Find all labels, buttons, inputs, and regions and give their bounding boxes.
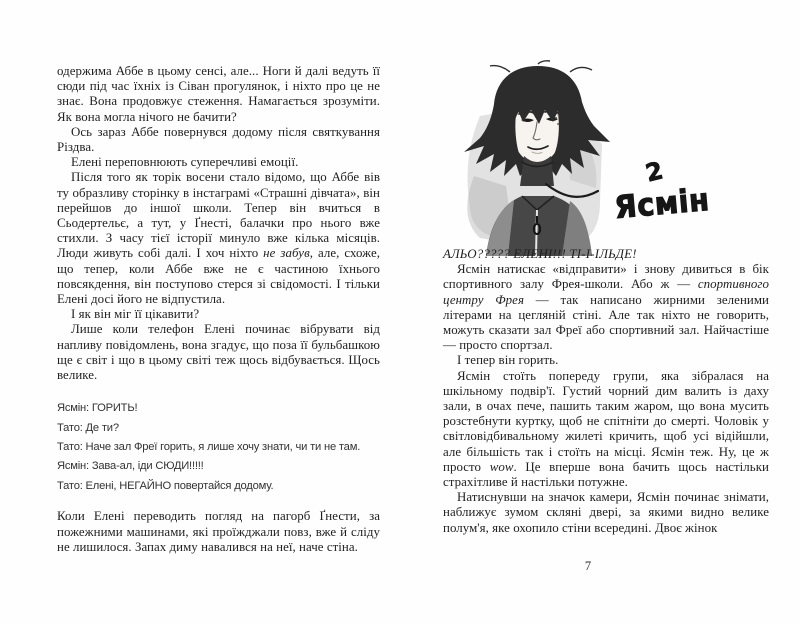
left-page [57,64,380,555]
left-page-body [57,64,380,383]
chat-message: Тато: Наче зал Фреї горить, я лише хочу знати, чи ти не там. [57,441,361,454]
chapter-title: Ясмін [613,181,711,227]
chat-message: Ясмін: ГОРИТЬ! [57,402,138,415]
chat-message: Тато: Елені, НЕГАЙНО повертайся додому. [57,479,274,492]
chat-message: Тато: Де ти? [57,421,119,434]
paragraph: І як він міг її цікавити? [71,307,200,322]
right-page-body [443,262,769,536]
right-page [443,247,769,536]
chapter-number: 2 [642,156,666,188]
chat-message: Ясмін: Зава-ал, іди СЮДИ!!!!! [57,460,204,473]
paragraph: Натиснувши на значок камери, Ясмін починає знімати, наближує зумом скляні двері, за якими видно велике полум'я, яке охопило стіни всередині. Двоє жінок [443,490,769,535]
chat-message-block [57,399,380,496]
paragraph: І тепер він горить. [457,353,559,368]
left-page-closing [57,509,380,555]
girl-portrait-sketch [450,58,630,258]
paragraph: Ясмін натискає «відправити» і знову дивиться в бік спортивного залу Фрея-школи. Або ж — спортивного центру Фрея — так написано жирними зеленими літерами на цегляній стіні. Але так ніхто не говорить, можуть сказати зал Фреї або спортивний зал. Найчастіше — просто спортзал. [443,262,769,353]
paragraph: Ось зараз Аббе повернувся додому після святкування Різдва. [57,124,380,155]
paragraph: одержима Аббе в цьому сенсі, але... Ноги й далі ведуть її сюди під час їхніх із Сіван прогулянок, і ніхто про це не знає. Вона продовжує стеження. Намагається зрозуміти. Як вона могла нічого не бачити? [57,64,380,124]
paragraph: Ясмін стоїть попереду групи, яка зібралася на шкільному подвір'ї. Густий чорний дим валить із даху зали, в очах пече, пашить таким жаром, що вона мусить розстебнути куртку, щоб не спітніти до смерті. Чоловік у світловідбивальному жилеті кричить, щоб усі відійшли, але більшість так і стоїть на місці. Ясмін теж. Ну, це ж просто wow. Це вперше вона бачить щось настільки страхітливе й настільки потужне. [443,368,769,490]
paragraph: Елені переповнюють суперечливі емоції. [71,155,299,170]
paragraph: Коли Елені переводить погляд на пагорб Ґнести, за пожежними машинами, які проїжджали повз, вже й сліду не лишилося. Запах диму навалився на неї, наче стіна. [57,509,380,554]
paragraph: Після того як торік восени стало відомо, що Аббе вів ту образливу сторінку в інстаграмі «Страшні дівчата», він перейшов до іншої школи. Тепер він вчиться в Сьодертельє, а тут, у Ґнесті, балачки про нього вже стихли. З часу тієї історії минуло вже кілька місяців. Люди живуть собі далі. І хоч ніхто не забув, але, схоже, що тепер, коли Аббе вже не є частиною їхнього повсякдення, він поступово стерся зі свідомості. І тільки Елені досі його не відпустила. [57,170,380,307]
paragraph: Лише коли телефон Елені починає вібрувати від напливу повідомлень, вона згадує, що поза її бульбашкою ще є світ і що в цьому світі теж щось відбувається. Щось велике. [57,322,380,383]
page-number: 7 [584,559,592,573]
shouted-opening-line: АЛЬО????? ЕЛЕНІ!!! ТІ-І-ІЛЬДЕ! [443,247,637,261]
